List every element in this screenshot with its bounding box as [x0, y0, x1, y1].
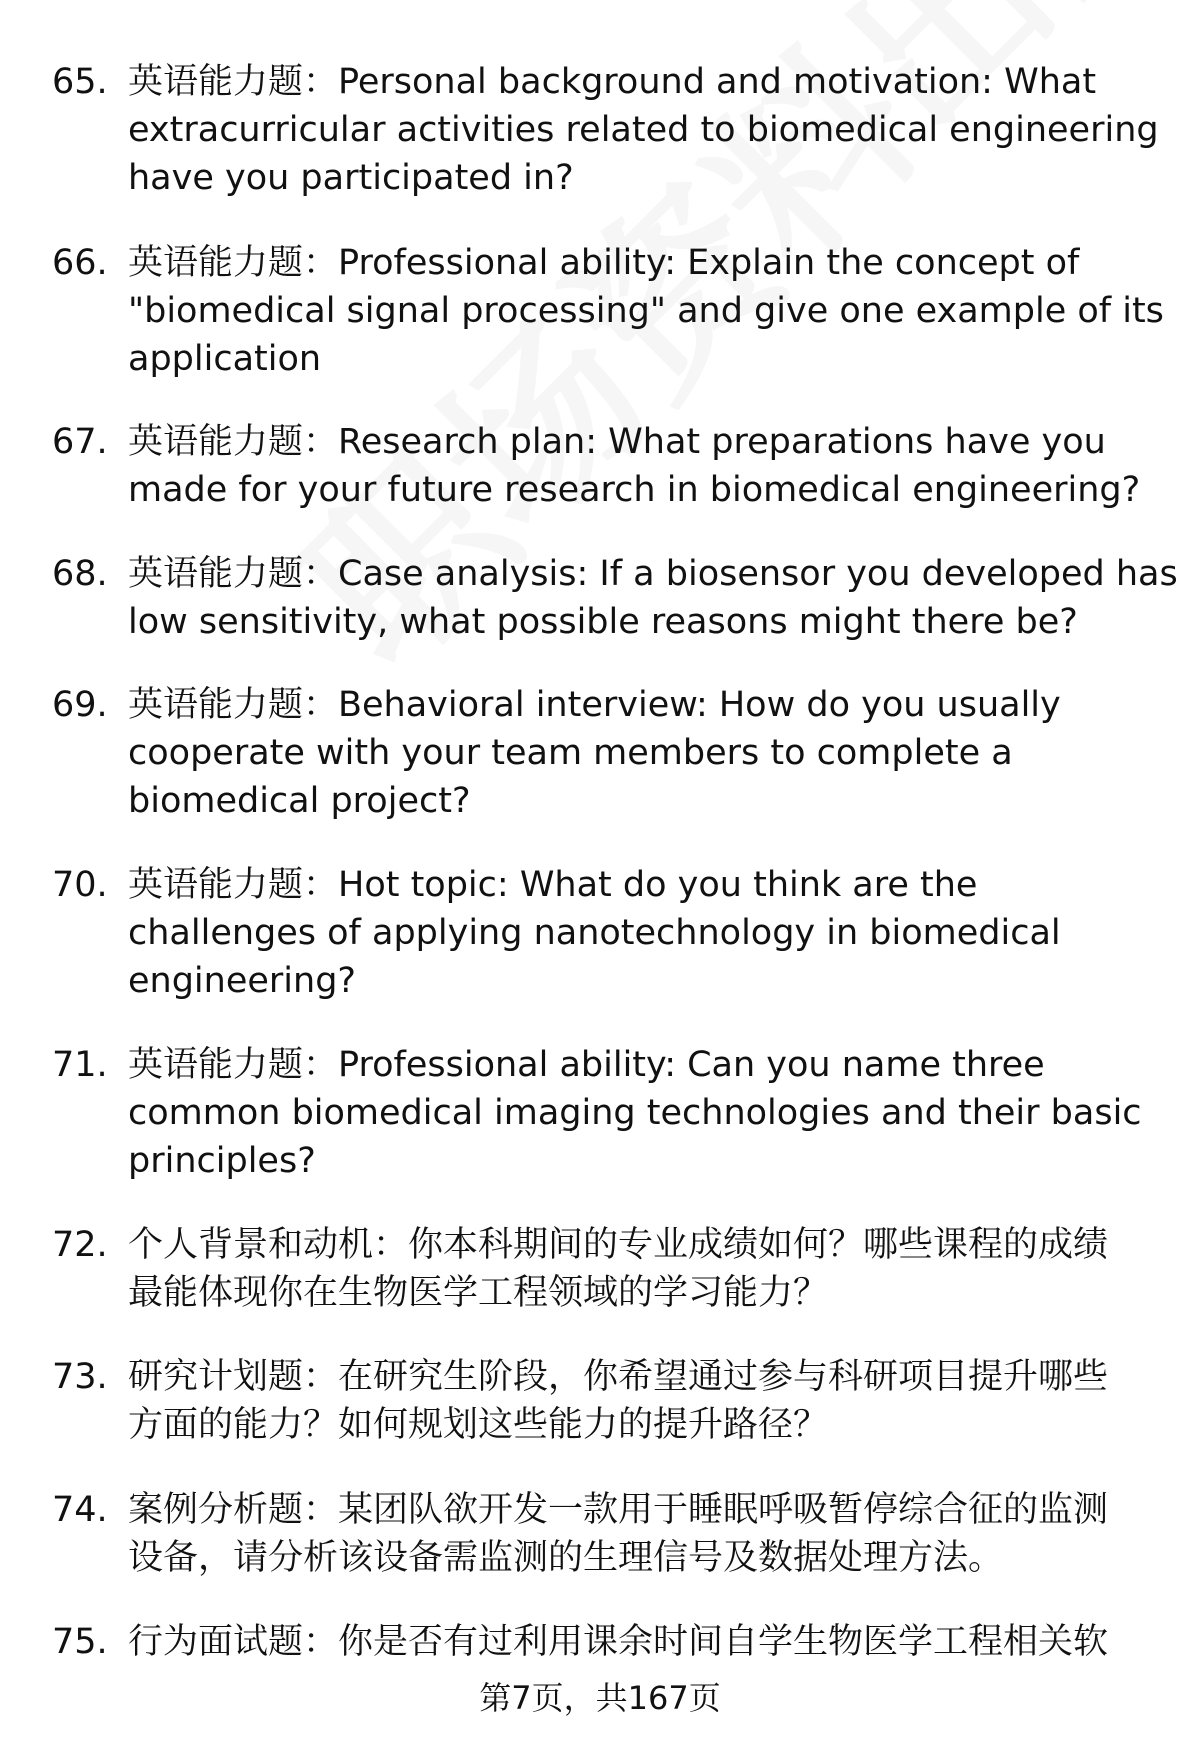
- question-text: [128, 58, 1163, 202]
- question-line: 英语能力题：Behavioral interview: How do you usually: [128, 685, 1061, 725]
- question-number: 72.: [52, 1225, 108, 1265]
- question-line: have you participated in?: [128, 158, 574, 198]
- question-text: [128, 861, 1163, 1005]
- question-line: biomedical project?: [128, 781, 471, 821]
- question-text: [128, 1041, 1163, 1185]
- question-number: 66.: [52, 243, 108, 283]
- question-text: [128, 418, 1163, 514]
- question-line: principles?: [128, 1141, 316, 1181]
- question-text: [128, 550, 1178, 646]
- question-number: 70.: [52, 865, 108, 905]
- question-line: 设备，请分析该设备需监测的生理信号及数据处理方法。: [128, 1538, 1004, 1578]
- question-line: 研究计划题：在研究生阶段，你希望通过参与科研项目提升哪些: [128, 1357, 1109, 1397]
- question-line: application: [128, 339, 322, 379]
- question-line: challenges of applying nanotechnology in biomedical: [128, 913, 1061, 953]
- question-line: 英语能力题：Research plan: What preparations have you: [128, 422, 1106, 462]
- question-line: 方面的能力？如何规划这些能力的提升路径？: [128, 1405, 829, 1445]
- question-text: [128, 1618, 1163, 1666]
- question-text: [128, 681, 1163, 825]
- question-line: 英语能力题：Hot topic: What do you think are the: [128, 865, 978, 905]
- question-line: "biomedical signal processing" and give one example of its: [128, 291, 1164, 331]
- question-line: 英语能力题：Personal background and motivation: What: [128, 62, 1097, 102]
- question-number: 69.: [52, 685, 108, 725]
- question-line: extracurricular activities related to biomedical engineering: [128, 110, 1159, 150]
- question-line: 英语能力题：Professional ability: Explain the concept of: [128, 243, 1080, 283]
- question-line: cooperate with your team members to complete a: [128, 733, 1013, 773]
- question-line: 英语能力题：Professional ability: Can you name three: [128, 1045, 1045, 1085]
- question-line: low sensitivity, what possible reasons might there be?: [128, 602, 1078, 642]
- question-number: 74.: [52, 1490, 108, 1530]
- question-line: engineering?: [128, 961, 356, 1001]
- question-line: 最能体现你在生物医学工程领域的学习能力？: [128, 1273, 829, 1313]
- question-line: made for your future research in biomedical engineering?: [128, 470, 1141, 510]
- question-text: [128, 239, 1163, 383]
- question-line: 案例分析题：某团队欲开发一款用于睡眠呼吸暂停综合征的监测: [128, 1490, 1109, 1530]
- question-text: [128, 1486, 1163, 1582]
- question-line: 个人背景和动机：你本科期间的专业成绩如何？哪些课程的成绩: [128, 1225, 1109, 1265]
- page-footer: 第7页，共167页: [479, 1679, 721, 1717]
- question-number: 67.: [52, 422, 108, 462]
- question-number: 68.: [52, 554, 108, 594]
- question-text: [128, 1353, 1163, 1449]
- question-number: 65.: [52, 62, 108, 102]
- question-number: 71.: [52, 1045, 108, 1085]
- question-line: 行为面试题：你是否有过利用课余时间自学生物医学工程相关软: [128, 1622, 1109, 1662]
- question-number: 75.: [52, 1622, 108, 1662]
- question-text: [128, 1221, 1163, 1317]
- question-line: 英语能力题：Case analysis: If a biosensor you developed has: [128, 554, 1178, 594]
- question-number: 73.: [52, 1357, 108, 1397]
- question-line: common biomedical imaging technologies and their basic: [128, 1093, 1142, 1133]
